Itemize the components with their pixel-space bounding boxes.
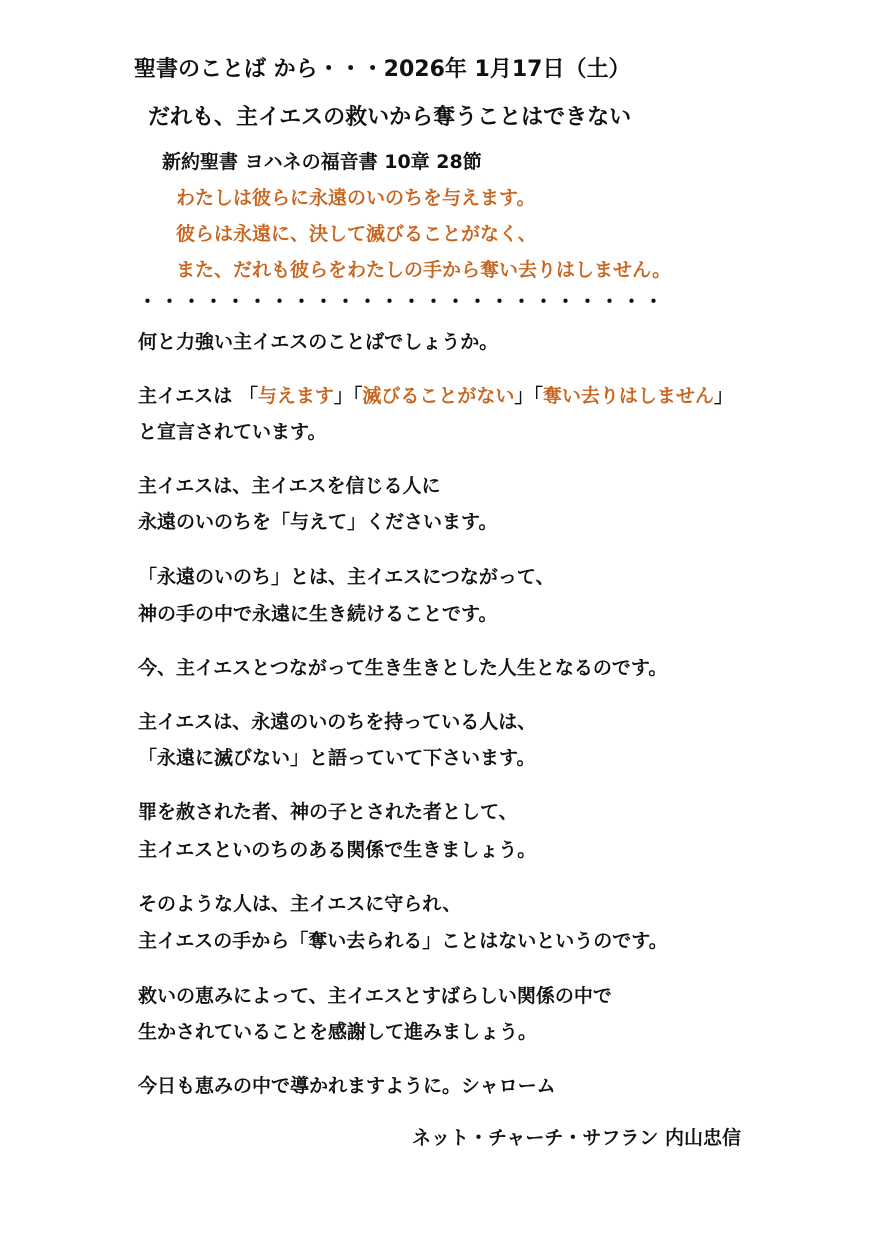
page-subtitle: だれも、主イエスの救いから奪うことはできない xyxy=(148,105,632,130)
quote-separator-2: 」「 xyxy=(514,385,543,407)
verse-line-2: 彼らは永遠に、決して滅びることがなく、 xyxy=(176,223,537,245)
message-paragraph-5: 今、主イエスとつながって生き生きとした人生となるのです。 xyxy=(138,657,668,679)
message-paragraph-10: 今日も恵みの中で導かれますように。シャローム xyxy=(138,1075,556,1097)
message-paragraph-9-line-1: 救いの恵みによって、主イエスとすばらしい関係の中で xyxy=(138,985,612,1007)
page-title: 聖書のことば から・・・2026年 1月17日（土） xyxy=(134,57,631,82)
message-paragraph-7-line-2: 主イエスといのちのある関係で生きましょう。 xyxy=(138,839,537,861)
message-paragraph-3-line-1: 主イエスは、主イエスを信じる人に xyxy=(138,475,441,497)
message-paragraph-2-line-2: と宣言されています。 xyxy=(138,421,327,443)
quote-give: 与えます xyxy=(257,385,334,407)
quote-not-perish: 滅びることがない xyxy=(362,385,515,407)
message-paragraph-8-line-2: 主イエスの手から「奪い去られる」ことはないというのです。 xyxy=(138,930,668,952)
signature: ネット・チャーチ・サフラン 内山忠信 xyxy=(412,1127,742,1149)
message-paragraph-2-line-1 xyxy=(138,384,733,408)
verse-line-3: また、だれも彼らをわたしの手から奪い去りはしません。 xyxy=(176,259,672,281)
quote-not-snatch: 奪い去りはしません xyxy=(542,385,714,407)
scripture-reference: 新約聖書 ヨハネの福音書 10章 28節 xyxy=(162,151,482,173)
message-paragraph-1: 何と力強い主イエスのことばでしょうか。 xyxy=(138,331,499,353)
message-paragraph-6-line-1: 主イエスは、永遠のいのちを持っている人は、 xyxy=(138,711,537,733)
message-paragraph-6-line-2: 「永遠に滅びない」と語っていて下さいます。 xyxy=(138,747,536,769)
message-paragraph-9-line-2: 生かされていることを感謝して進みましょう。 xyxy=(138,1021,538,1043)
message-paragraph-8-line-1: そのような人は、主イエスに守られ、 xyxy=(138,893,462,915)
quote-separator-1: 」「 xyxy=(333,385,363,407)
message-paragraph-3-line-2: 永遠のいのちを「与えて」くださいます。 xyxy=(138,511,498,533)
message-paragraph-4-line-1: 「永遠のいのち」とは、主イエスにつながって、 xyxy=(138,566,555,588)
message-paragraph-4-line-2: 神の手の中で永遠に生き続けることです。 xyxy=(138,603,498,625)
quote-prefix: 主イエスは 「 xyxy=(138,385,258,407)
verse-line-1: わたしは彼らに永遠のいのちを与えます。 xyxy=(176,187,536,209)
dotted-separator: ・・・・・・・・・・・・・・・・・・・・・・・・ xyxy=(138,291,667,313)
quote-suffix: 」 xyxy=(713,385,733,407)
message-paragraph-7-line-1: 罪を赦された者、神の子とされた者として、 xyxy=(138,801,518,823)
